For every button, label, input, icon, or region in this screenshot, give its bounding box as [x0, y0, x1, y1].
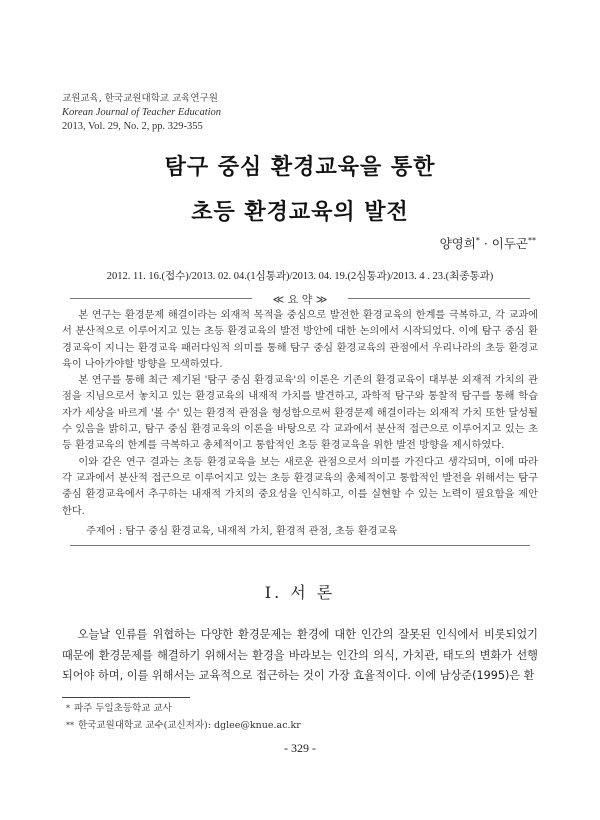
footnotes — [66, 700, 301, 734]
footnote-text: 한국교원대학교 교수(교신저자): dglee@knue.ac.kr — [78, 720, 301, 731]
author-mark-2: ** — [528, 235, 536, 245]
journal-english-name: Korean Journal of Teacher Education — [62, 107, 222, 118]
abstract-paragraph: 본 연구는 환경문제 해결이라는 외재적 목적을 중심으로 발전한 환경교육의 한계를 극복하고, 각 교과에서 분산적으로 이루어지고 있는 초등 환경교육의 발전 방안에 대한 논의에서 시작되었다. 이에 탐구 중심 환경교육이 지니는 환경교육 패러다임적 의미를 통해 탐구 중심 환경교육의 관점에서 우리나라의 초등 환경교육이 나아가야할 방향을 모색하였다. — [62, 310, 538, 370]
author-name-1: 양영희 — [439, 236, 476, 251]
journal-volume: 2013, Vol. 29, No. 2, pp. 329-355 — [62, 121, 203, 132]
page-number: - 329 - — [284, 741, 316, 755]
section-heading-introduction: Ⅰ. 서 론 — [264, 583, 336, 602]
footnote-mark: ** — [66, 721, 74, 730]
abstract-rule-right — [348, 298, 530, 299]
footnote-2 — [66, 717, 301, 734]
abstract-body — [62, 308, 538, 520]
abstract-label: ≪ 요 약 ≫ — [272, 293, 328, 306]
author-mark-1: * — [475, 235, 480, 245]
body-paragraph: 오늘날 인류를 위협하는 다양한 환경문제는 환경에 대한 인간의 잘못된 인식에서 비롯되었기 때문에 환경문제를 해결하기 위해서는 환경을 바라보는 인간의 의식, 가치관, 태도의 변화가 선행되어야 하며, 이를 위해서는 교육적으로 접근하는 것이 가장 효율적이다. 이에 남상준(1995)은 환 — [62, 628, 538, 682]
footnote-mark: * — [66, 704, 70, 713]
paper-title-line-1: 탐구 중심 환경교육을 통한 — [164, 155, 436, 180]
author-separator: · — [479, 236, 492, 251]
journal-header — [62, 92, 221, 134]
journal-korean-name: 교원교육, 한국교원대학교 교육연구원 — [62, 93, 218, 104]
abstract-header — [70, 291, 530, 305]
abstract-paragraph: 이와 같은 연구 결과는 초등 환경교육을 보는 새로운 관점으로서 의미를 가진다고 생각되며, 이에 따라 각 교과에서 분산적 접근으로 이루어지고 있는 초등 환경교육의 총체적이고 통합적인 발전을 위해서는 탐구 중심 환경교육에서 추구하는 내재적 가치의 중요성을 인식하고, 이를 실현할 수 있는 노력이 필요함을 제안한다. — [62, 456, 538, 517]
author-list — [440, 234, 536, 252]
keywords-divider — [70, 545, 530, 546]
body-text — [62, 625, 538, 687]
review-dates: 2012. 11. 16.(접수)/2013. 02. 04.(1심통과)/2013. 04. 19.(2심통과)/2013. 4 . 23.(최종통과) — [106, 271, 494, 282]
author-name-2: 이두곤 — [491, 236, 528, 251]
footnote-text: 파주 두일초등학교 교사 — [74, 703, 172, 714]
footnote-1 — [66, 700, 301, 717]
footnote-divider — [62, 697, 190, 698]
paper-title-line-2: 초등 환경교육의 발전 — [191, 200, 409, 225]
abstract-paragraph: 본 연구를 통해 최근 제기된 '탐구 중심 환경교육'의 이론은 기존의 환경교육이 대부분 외재적 가치의 관점을 지님으로서 놓치고 있는 환경교육의 내재적 가치를 발견하고, 과학적 탐구와 통찰적 탐구를 통해 학습자가 세상을 바르게 '볼 수' 있는 환경적 관점을 형성함으로써 환경문제 해결이라는 외재적 가치 또한 달성될 수 있음을 밝히고, 탐구 중심 환경교육의 이론을 바탕으로 각 교과에서 분산적 접근으로 이루어지고 있는 초등 환경교육의 한계를 극복하고 총체적이고 통합적인 초등 환경교육을 위한 발전 방향을 제시하였다. — [62, 375, 538, 452]
keywords: 주제어 : 탐구 중심 환경교육, 내재적 가치, 환경적 관점, 초등 환경교육 — [86, 526, 398, 537]
